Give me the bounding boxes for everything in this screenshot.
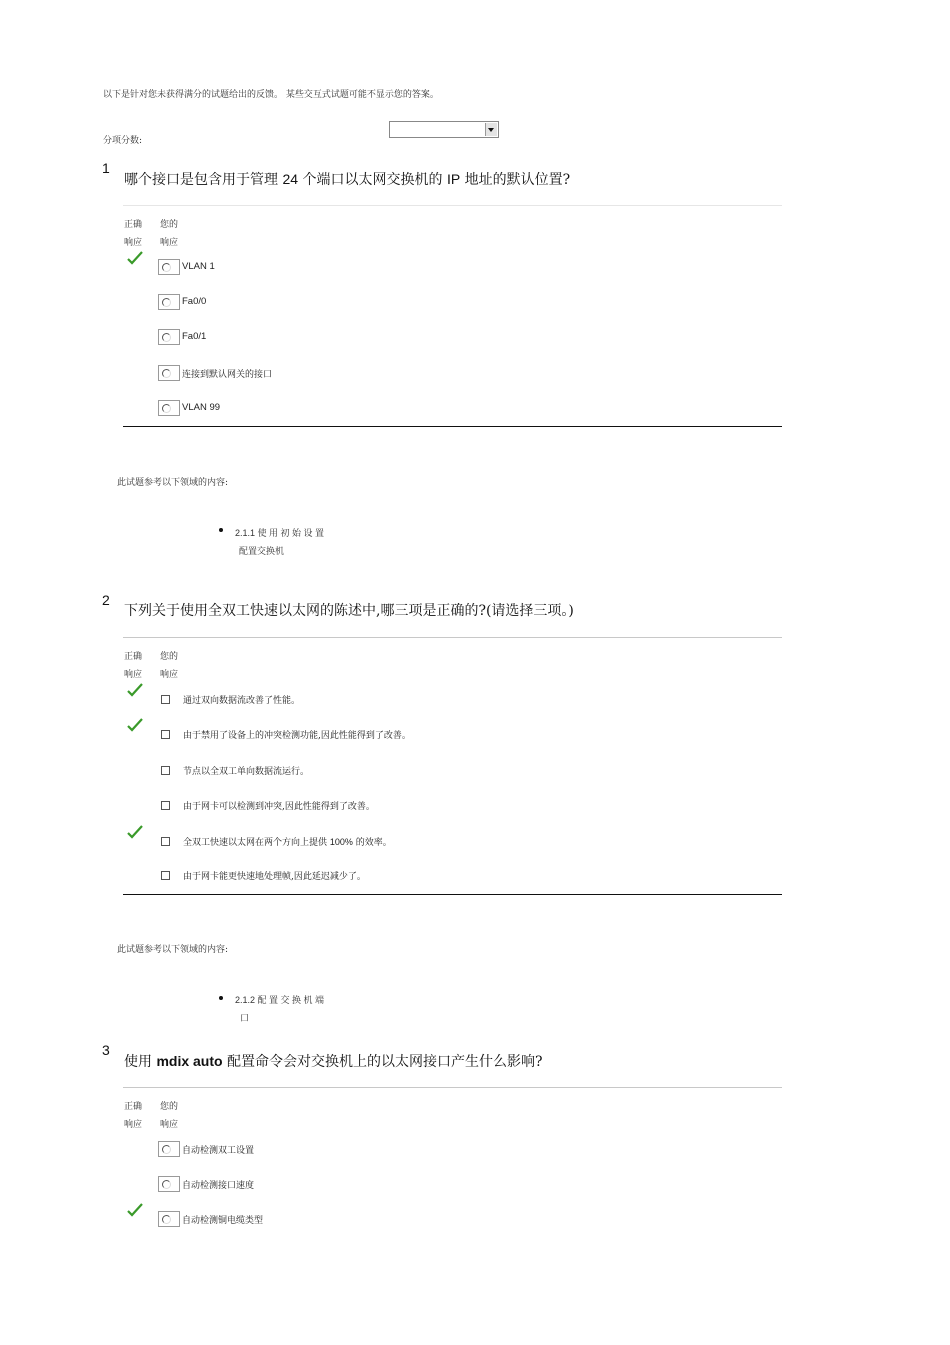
correct-check-icon <box>127 683 143 697</box>
answer-radio[interactable] <box>158 1141 180 1157</box>
question-1-text-part: 24 <box>282 171 299 187</box>
answer-checkbox[interactable] <box>161 730 170 739</box>
reference-link[interactable]: 2.1.2 配 置 交 换 机 端 <box>235 995 325 1005</box>
question-3-number: 3 <box>102 1042 110 1058</box>
answer-radio[interactable] <box>158 294 180 310</box>
feedback-notice: 以下是针对您未获得满分的试题给出的反馈。 某些交互式试题可能不显示您的答案。 <box>103 90 439 100</box>
reference-intro: 此试题参考以下领域的内容: <box>117 478 229 488</box>
answer-checkbox[interactable] <box>161 695 170 704</box>
answer-option-label: 自动检测双工设置 <box>182 1146 255 1156</box>
question-2-text: 下列关于使用全双工快速以太网的陈述中,哪三项是正确的?(请选择三项。) <box>124 603 574 619</box>
answer-radio[interactable] <box>158 329 180 345</box>
question-2-divider <box>123 637 782 638</box>
answer-option-label: VLAN 1 <box>182 261 215 272</box>
question-1-text-part: 哪个接口是包含用于管理 <box>124 172 283 188</box>
answer-option-label: 自动检测铜电缆类型 <box>182 1216 264 1226</box>
answer-option-label: 自动检测接口速度 <box>182 1181 255 1191</box>
reference-link-continued[interactable]: 口 <box>240 1014 250 1024</box>
reference-intro: 此试题参考以下领域的内容: <box>117 945 229 955</box>
answer-option-label: 由于网卡能更快速地处理帧,因此延迟减少了。 <box>183 872 366 882</box>
your-header-line: 您的 <box>160 220 179 230</box>
question-3-command: mdix auto <box>156 1053 223 1069</box>
reference-link-continued[interactable]: 配置交换机 <box>239 547 285 557</box>
question-3-text <box>124 1051 543 1071</box>
reference-link[interactable]: 2.1.1 使 用 初 始 设 置 <box>235 528 325 538</box>
correct-header-line: 响应 <box>124 238 143 248</box>
your-header-line: 响应 <box>160 238 179 248</box>
answer-option-label: 通过双向数据流改善了性能。 <box>183 696 301 706</box>
bullet-icon <box>219 528 223 532</box>
question-1-text-part: IP <box>446 171 461 187</box>
answer-radio[interactable] <box>158 365 180 381</box>
answer-option-label: 连接到默认网关的接口 <box>182 370 273 380</box>
correct-header-line: 正确 <box>124 1102 143 1112</box>
answer-option-label: 节点以全双工单向数据流运行。 <box>183 767 310 777</box>
correct-header-line: 正确 <box>124 220 143 230</box>
answer-checkbox[interactable] <box>161 766 170 775</box>
your-column-header <box>160 648 178 684</box>
answer-checkbox[interactable] <box>161 871 170 880</box>
answer-radio[interactable] <box>158 1211 180 1227</box>
question-1-text-part: 个端口以太网交换机的 <box>298 172 447 188</box>
score-select[interactable] <box>389 121 499 138</box>
answer-option-label-part: 全双工快速以太网在两个方向上提供 <box>183 838 330 848</box>
answer-option-label-part: 100% <box>329 837 353 847</box>
your-column-header <box>160 216 178 252</box>
answer-option-label <box>183 835 392 848</box>
correct-header-line: 响应 <box>124 1120 143 1130</box>
answer-checkbox[interactable] <box>161 801 170 810</box>
question-3-text-part: 配置命令会对交换机上的以太网接口产生什么影响? <box>222 1054 543 1070</box>
your-header-line: 您的 <box>160 1102 179 1112</box>
answer-option-label: Fa0/0 <box>182 296 207 307</box>
your-header-line: 您的 <box>160 652 179 662</box>
answer-radio[interactable] <box>158 259 180 275</box>
correct-check-icon <box>127 825 143 839</box>
question-2-number: 2 <box>102 592 110 608</box>
correct-column-header <box>124 216 142 252</box>
question-1-text <box>124 169 570 189</box>
correct-check-icon <box>127 251 143 265</box>
your-header-line: 响应 <box>160 670 179 680</box>
question-1-divider <box>123 205 782 206</box>
correct-header-line: 正确 <box>124 652 143 662</box>
score-label: 分项分数: <box>103 136 143 146</box>
question-1-text-part: 地址的默认位置? <box>460 172 571 188</box>
answer-option-label: 由于禁用了设备上的冲突检测功能,因此性能得到了改善。 <box>183 731 411 741</box>
correct-check-icon <box>127 1203 143 1217</box>
question-1-bottom-rule <box>123 426 782 427</box>
correct-header-line: 响应 <box>124 670 143 680</box>
correct-column-header <box>124 648 142 684</box>
correct-check-icon <box>127 718 143 732</box>
bullet-icon <box>219 996 223 1000</box>
answer-option-label-part: 的效率。 <box>352 838 392 848</box>
correct-column-header <box>124 1098 142 1134</box>
answer-option-label: Fa0/1 <box>182 331 207 342</box>
your-header-line: 响应 <box>160 1120 179 1130</box>
question-2-bottom-rule <box>123 894 782 895</box>
answer-option-label: 由于网卡可以检测到冲突,因此性能得到了改善。 <box>183 802 375 812</box>
chevron-down-icon[interactable] <box>485 123 497 136</box>
answer-radio[interactable] <box>158 400 180 416</box>
question-1-number: 1 <box>102 160 110 176</box>
answer-checkbox[interactable] <box>161 837 170 846</box>
your-column-header <box>160 1098 178 1134</box>
answer-option-label: VLAN 99 <box>182 402 221 413</box>
question-3-text-part: 使用 <box>124 1054 157 1070</box>
answer-radio[interactable] <box>158 1176 180 1192</box>
question-3-divider <box>123 1087 782 1088</box>
